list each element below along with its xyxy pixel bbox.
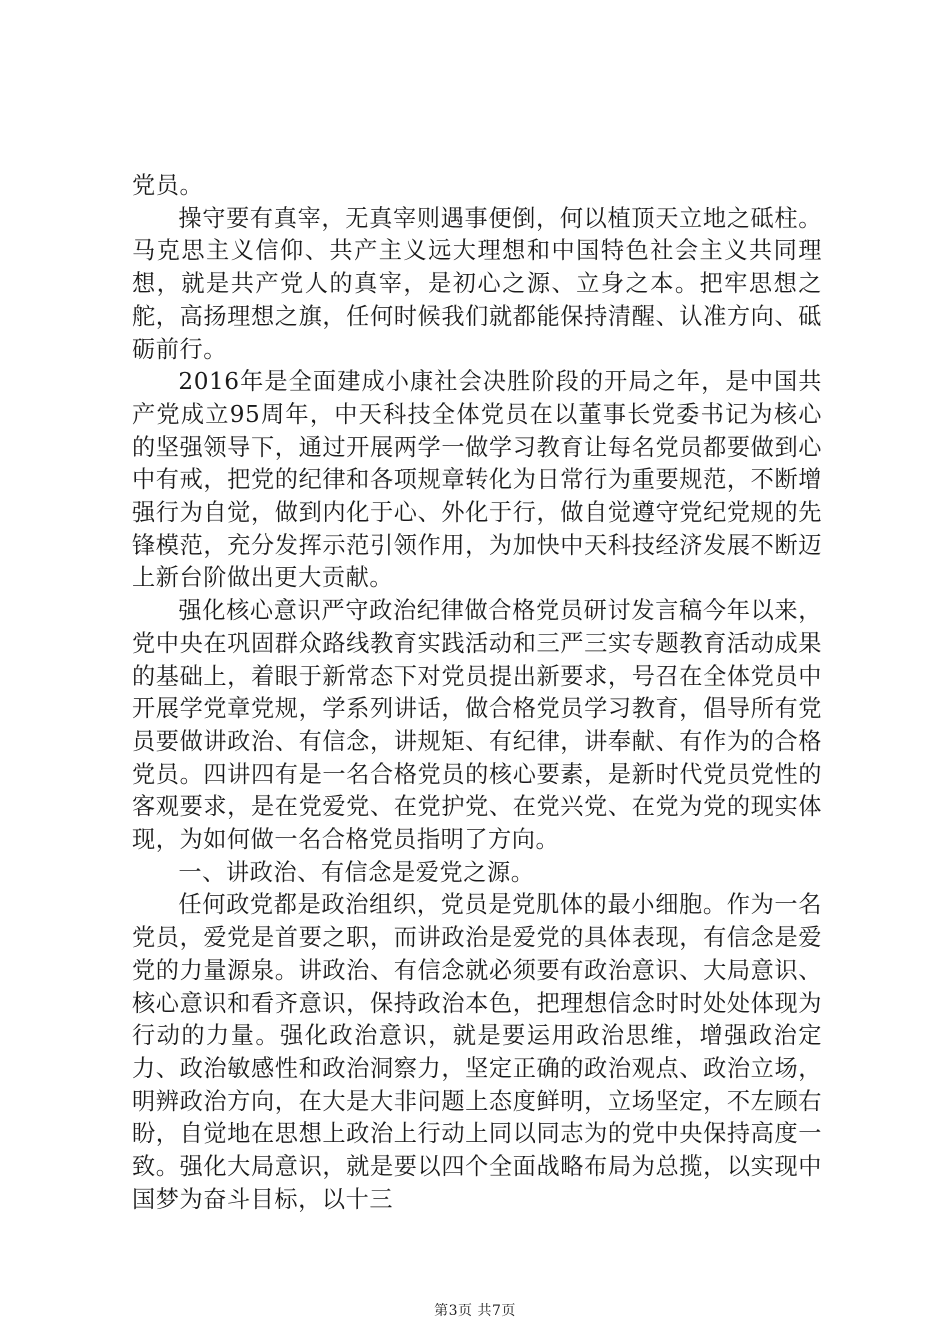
paragraph: 2016年是全面建成小康社会决胜阶段的开局之年，是中国共产党成立95周年，中天科技全体党员在以董事长党委书记为核心的坚强领导下，通过开展两学一做学习教育让每名党员都要做到心中有戒，把党的纪律和各项规章转化为日常行为重要规范，不断增强行为自觉，做到内化于心、外化于行，做自觉遵守党纪党规的先锋模范，充分发挥示范引领作用，为加快中天科技经济发展不断迈上新台阶做出更大贡献。 [132, 368, 822, 592]
paragraph: 党员。 [132, 172, 204, 199]
paragraph: 任何政党都是政治组织，党员是党肌体的最小细胞。作为一名党员，爱党是首要之职，而讲政治是爱党的具体表现，有信念是爱党的力量源泉。讲政治、有信念就必须要有政治意识、大局意识、核心意识和看齐意识，保持政治本色，把理想信念时时处处体现为行动的力量。强化政治意识，就是要运用政治思维，增强政治定力、政治敏感性和政治洞察力，坚定正确的政治观点、政治立场，明辨政治方向，在大是大非问题上态度鲜明，立场坚定，不左顾右盼，自觉地在思想上政治上行动上同以同志为的党中央保持高度一致。强化大局意识，就是要以四个全面战略布局为总揽，以实现中国梦为奋斗目标，以十三 [132, 891, 822, 1213]
page-footer [0, 1300, 950, 1320]
document-body [132, 170, 822, 1217]
page-number: 第3页 共7页 [434, 1303, 516, 1319]
paragraph: 操守要有真宰，无真宰则遇事便倒，何以植顶天立地之砥柱。马克思主义信仰、共产主义远大理想和中国特色社会主义共同理想，就是共产党人的真宰，是初心之源、立身之本。把牢思想之舵，高扬理想之旗，任何时候我们就都能保持清醒、认准方向、砥砺前行。 [132, 204, 822, 363]
section-heading: 一、讲政治、有信念是爱党之源。 [178, 858, 535, 886]
paragraph: 强化核心意识严守政治纪律做合格党员研讨发言稿今年以来，党中央在巩固群众路线教育实践活动和三严三实专题教育活动成果的基础上，着眼于新常态下对党员提出新要求，号召在全体党员中开展学党章党规，学系列讲话，做合格党员学习教育，倡导所有党员要做讲政治、有信念，讲规矩、有纪律，讲奉献、有作为的合格党员。四讲四有是一名合格党员的核心要素，是新时代党员党性的客观要求，是在党爱党、在党护党、在党兴党、在党为党的现实体现，为如何做一名合格党员指明了方向。 [132, 597, 822, 854]
